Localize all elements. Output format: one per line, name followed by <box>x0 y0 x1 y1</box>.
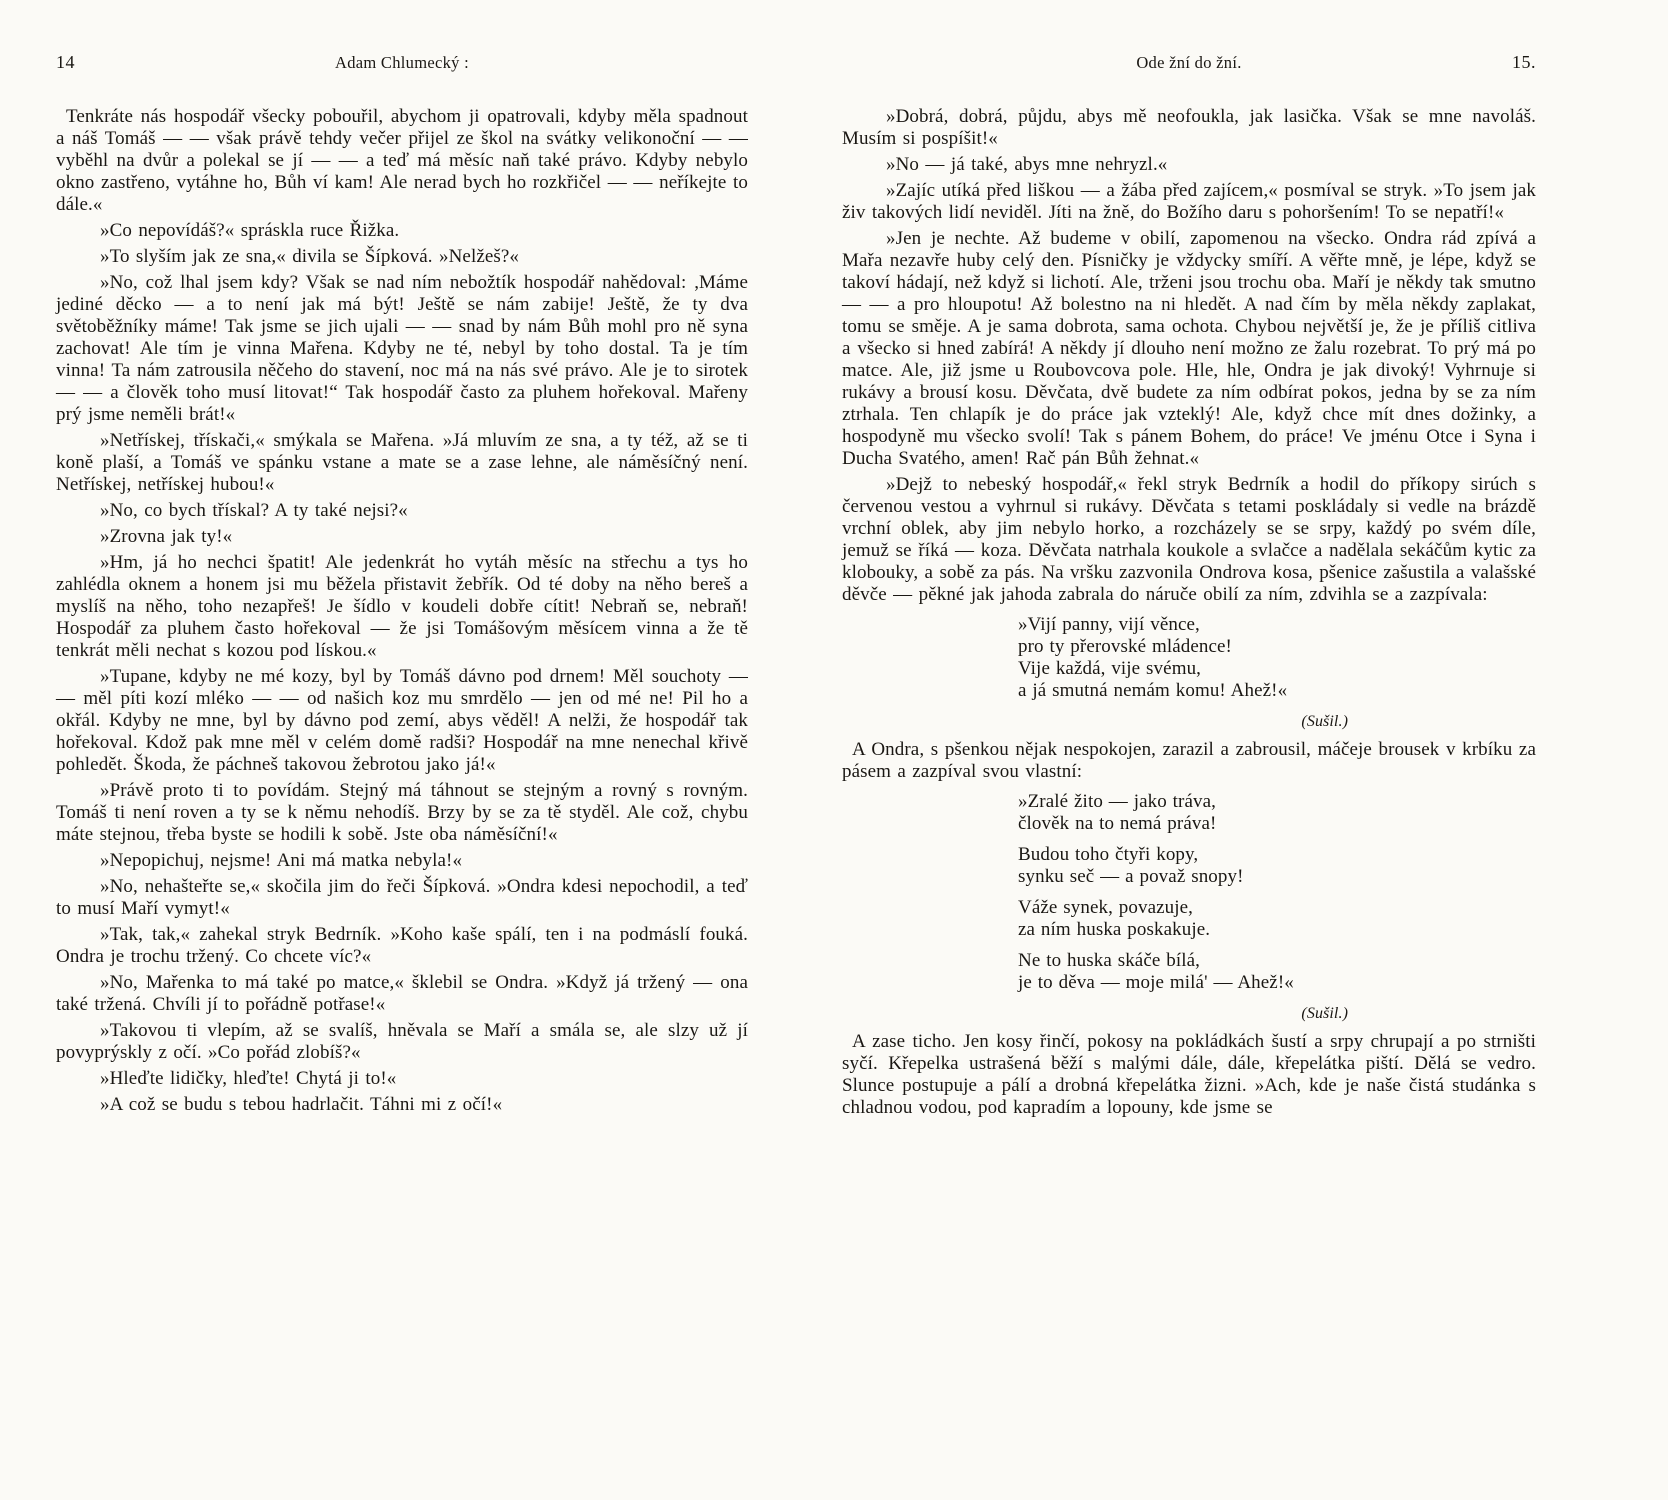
paragraph: »To slyším jak ze sna,« divila se Šípková. »Nelžeš?« <box>100 246 520 267</box>
paragraph: »Tupane, kdyby ne mé kozy, byl by Tomáš dávno pod drnem! Měl souchoty — — měl píti kozí mléko — — od našich koz mu smrdělo — jen od mé ne! Pil ho a okřál. Kdyby ne mne, byl by dávno pod zemí, abys věděl! A nelži, že hospodář tak hořekoval. Kdož pak mne měl v celém domě radši? Hospodář na mne nenechal křivě pohledět. Škoda, že páchneš takovou žebrotou jako já!« <box>56 666 748 775</box>
paragraph: »No, co bych třískal? A ty také nejsi?« <box>100 500 408 521</box>
running-head-left <box>56 52 748 76</box>
verse-line: za ním huska poskakuje. <box>1018 919 1211 940</box>
paragraph: »Co nepovídáš?« spráskla ruce Řižka. <box>100 220 400 241</box>
verse-line: Váže synek, povazuje, <box>1018 897 1194 918</box>
running-head-right <box>842 52 1536 76</box>
paragraph: »Právě proto ti to povídám. Stejný má táhnout se stejným a rovný s rovným. Tomáš ti není roven a ty se k němu nehodíš. Brzy by se za tě styděl. Ale což, chybu máte stejnou, třeba byste se hodili k sobě. Jste oba náměsíční!« <box>56 780 748 845</box>
paragraph: »Tak, tak,« zahekal stryk Bedrník. »Koho kaše spálí, ten i na podmáslí fouká. Ondra je trochu tržený. Co chcete víc?« <box>56 924 748 967</box>
paragraph: »Takovou ti vlepím, až se svalíš, hněvala se Maří a smála se, ale slzy už jí povyprýskly z očí. »Co pořád zlobíš?« <box>56 1020 748 1063</box>
verse-line: synku seč — a považ snopy! <box>1018 866 1244 887</box>
paragraph: »No — já také, abys mne nehryzl.« <box>886 154 1168 175</box>
paragraph: »Zajíc utíká před liškou — a žába před zajícem,« posmíval se stryk. »To jsem jak živ takových lidí neviděl. Jíti na žně, do Božího daru s pohoršením! To se nepatří!« <box>842 180 1536 223</box>
paragraph: »Dejž to nebeský hospodář,« řekl stryk Bedrník a hodil do příkopy sirúch s červenou vestou a vyhrnul si rukávy. Děvčata s tetami poskládaly si vedle na brázdě vrchní oblek, aby jim nebylo horko, a rozcházely se se srpy, každý po svém díle, jemuž se říká — koza. Děvčata natrhala koukole a svlačce a nadělala sekáčům kytic za klobouky, a sobě za pás. Na vršku zazvonila Ondrova kosa, pšenice zašustila a valašské děvče — pěkné jak jahoda zabrala do náruče obilí za ním, zdvihla se a zazpívala: <box>842 474 1536 605</box>
verse-block <box>1018 791 1370 1025</box>
verse-line: je to děva — moje milá' — Ahež!« <box>1018 972 1294 993</box>
verse-block <box>1018 614 1370 733</box>
verse-line: Vije každá, vije svému, <box>1018 658 1202 679</box>
paragraph: »Jen je nechte. Až budeme v obilí, zapomenou na všecko. Ondra rád zpívá a Mařa nezavře huby celý den. Písničky je vždycky smíří. A věřte mně, je lépe, když se takoví hádají, než když si lichotí. Ale, trženi jsou trochu oba. Maří je někdy tak smutno — — a pro hloupotu! Až bolestno na ni hledět. A nad čím by měla někdy zaplakat, tomu se směje. A je sama dobrota, sama ochota. Chybou největší je, že je příliš citliva a všecko si hned zabírá! A někdy jí dlouho není možno ze žalu rozebrat. To prý má po matce. Ale, již jsme u Roubovcova pole. Hle, hle, Ondra je jak divoký! Vyhrnuje si rukávy a brousí kosu. Děvčata, dvě budete za ním odbírat pokos, jedna by se za ním ztrhala. Ten chlapík je do práce jak vzteklý! Ale, když chce mít dnes dožinky, a hospodyně mu všecko svolí! Tak s pánem Bohem, do práce! Ve jménu Otce i Syna i Ducha Svatého, amen! Rač pán Bůh žehnat.« <box>842 228 1536 469</box>
paragraph: A Ondra, s pšenkou nějak nespokojen, zarazil a zabrousil, máčeje brousek v krbíku za pásem a zazpíval svou vlastní: <box>842 739 1536 782</box>
verse-line: »Vijí panny, vijí věnce, <box>1018 614 1200 635</box>
verse-line: pro ty přerovské mládence! <box>1018 636 1232 657</box>
page-body-right <box>842 106 1536 1119</box>
page-number-left: 14 <box>56 52 75 72</box>
verse-stanza <box>1018 950 1370 994</box>
paragraph: »No, což lhal jsem kdy? Však se nad ním nebožtík hospodář nahědoval: ,Máme jediné děcko — a to není jak má být! Ještě se nám zabije! Ještě, že ty dva světoběžníky máme! Tak jsme se jich ujali — — snad by nám Bůh mohl pro ně syna zachovat! Ale tím je vinna Mařena. Kdyby ne té, nebyl by toho dostal. Ta je tím vinna! Ta nám zatrousila něčeho do stavení, noc má na nás své právo. Ale je to sirotek — — a člověk toho musí litovat!“ Tak hospodář často za pluhem hořekoval. Mařeny prý jsme neměli brát!« <box>56 272 748 425</box>
paragraph: »No, Mařenka to má také po matce,« šklebil se Ondra. »Když já tržený — ona také tržená. Chvíli jí to pořádně potřase!« <box>56 972 748 1015</box>
verse-attribution: (Sušil.) <box>1301 713 1348 730</box>
paragraph: »Dobrá, dobrá, půjdu, abys mě neofoukla, jak lasička. Však se mne navoláš. Musím si pospíšit!« <box>842 106 1536 149</box>
paragraph: »Hleďte lidičky, hleďte! Chytá ji to!« <box>100 1068 397 1089</box>
running-title-right: Ode žní do žní. <box>1136 53 1242 72</box>
verse-stanza <box>1018 844 1370 888</box>
paragraph: »A což se budu s tebou hadrlačit. Táhni mi z očí!« <box>100 1094 503 1115</box>
paragraph: Tenkráte nás hospodář všecky pobouřil, abychom ji opatrovali, kdyby měla spadnout a náš Tomáš — — však právě tehdy večer přijel ze škol na svátky velikonoční — — vyběhl na dvůr a polekal se jí — — a teď má měsíc naň také právo. Kdyby nebylo okno zastřeno, vytáhne ho, Bůh ví kam! Ale nerad bych ho rozkřičel — — neříkejte to dále.« <box>56 106 748 215</box>
verse-stanza <box>1018 791 1370 835</box>
page-body-left <box>56 106 748 1116</box>
verse-stanza <box>1018 897 1370 941</box>
paragraph: »Hm, já ho nechci špatit! Ale jedenkrát ho vytáh měsíc na střechu a tys ho zahlédla oknem a honem jsi mu běžela přistavit žebřík. Od té doby na něho bereš a myslíš na něho, toho nezapřeš! Je šídlo v koudeli dobře cítit! Nebraň se, nebraň! Hospodář za pluhem často hořekoval — že jsi Tomášovým měsícem vinna a že tě tenkrát měli nechat s kozou pod lískou.« <box>56 552 748 661</box>
paragraph: »Nepopichuj, nejsme! Ani má matka nebyla!« <box>100 850 463 871</box>
page-right <box>834 0 1668 1500</box>
verse-attribution: (Sušil.) <box>1301 1005 1348 1022</box>
verse-line: Ne to huska skáče bílá, <box>1018 950 1200 971</box>
verse-line: a já smutná nemám komu! Ahež!« <box>1018 680 1288 701</box>
verse-line: »Zralé žito — jako tráva, <box>1018 791 1217 812</box>
paragraph: »No, nehašteřte se,« skočila jim do řeči Šípková. »Ondra kdesi nepochodil, a teď to musí Maří vymyt!« <box>56 876 748 919</box>
verse-line: člověk na to nemá práva! <box>1018 813 1217 834</box>
paragraph: A zase ticho. Jen kosy řinčí, pokosy na pokládkách šustí a srpy chrupají a po strništi syčí. Křepelka ustrašená běží s malými dále, dále, křepelátka piští. Dělá se vedro. Slunce postupuje a pálí a drobná křepelátka žizni. »Ach, kde je naše čistá studánka s chladnou vodou, pod kapradím a lopouny, kde jsme se <box>842 1031 1536 1118</box>
paragraph: »Netřískej, třískači,« smýkala se Mařena. »Já mluvím ze sna, a ty též, až se ti koně plaší, a Tomáš ve spánku vstane a mate se a zase lehne, ale náměsíčný není. Netřískej, netřískej hubou!« <box>56 430 748 495</box>
verse-line: Budou toho čtyři kopy, <box>1018 844 1199 865</box>
paragraph: »Zrovna jak ty!« <box>100 526 233 547</box>
page-number-right: 15. <box>1512 52 1536 72</box>
running-title-left: Adam Chlumecký : <box>334 53 470 72</box>
verse-stanza <box>1018 614 1370 702</box>
